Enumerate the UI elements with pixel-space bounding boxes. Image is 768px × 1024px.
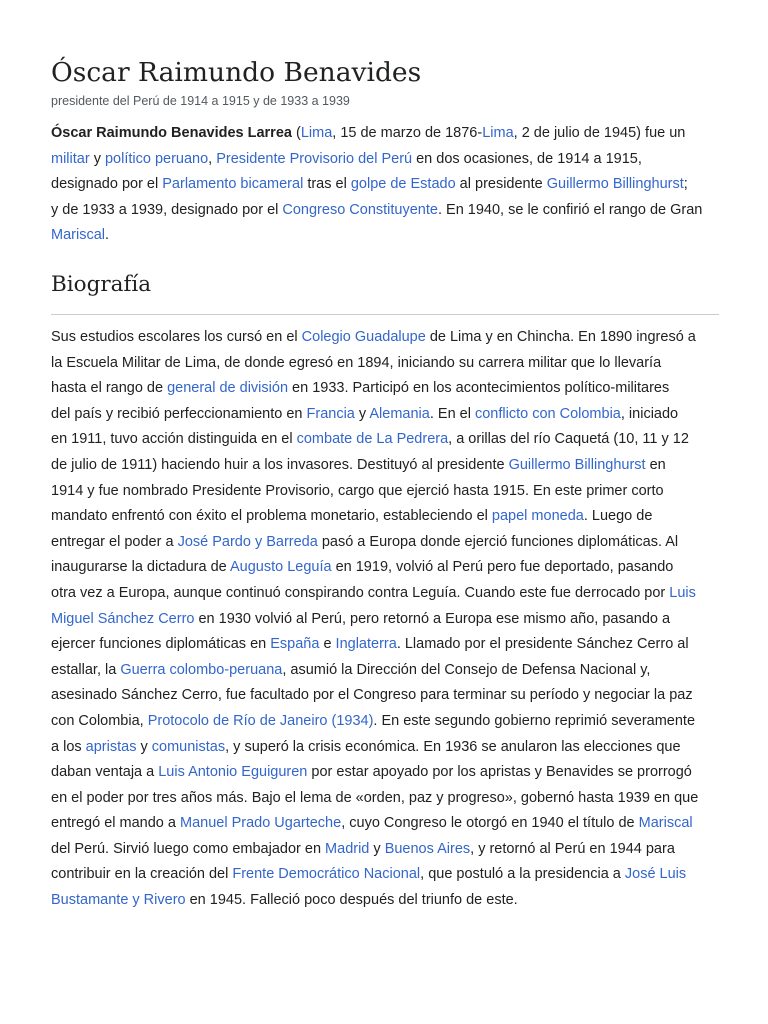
body-text: , que postuló a la presidencia a: [420, 866, 625, 883]
body-text: y: [136, 738, 152, 755]
body-text: , asumió la Dirección del Consejo de Defensa Nacional y,: [282, 661, 651, 678]
article-link[interactable]: Bustamante y Rivero: [51, 892, 186, 909]
biography-paragraph: [51, 325, 719, 914]
page-subtitle: presidente del Perú de 1914 a 1915 y de 1933 a 1939: [51, 94, 350, 108]
body-text: . En este segundo gobierno reprimió severamente: [373, 712, 696, 729]
body-text: . Luego de: [583, 508, 653, 525]
text-line: [51, 376, 719, 402]
body-text: ,: [208, 150, 217, 167]
article-link[interactable]: Parlamento bicameral: [162, 176, 304, 193]
body-text: . En el: [429, 405, 475, 422]
body-text: . En 1940, se le confirió el rango de Gran: [437, 201, 703, 218]
body-text: e: [319, 636, 336, 653]
article-link[interactable]: conflicto con Colombia: [474, 405, 621, 422]
article-link[interactable]: Frente Democrático Nacional: [232, 866, 421, 883]
text-line: [51, 121, 719, 147]
article-link[interactable]: Colegio Guadalupe: [301, 329, 426, 345]
body-text: en: [645, 456, 666, 473]
text-line: [51, 402, 719, 428]
body-text: y: [354, 405, 370, 422]
text-line: [51, 325, 719, 351]
article-link[interactable]: Guillermo Billinghurst: [508, 456, 646, 473]
article-link[interactable]: Presidente Provisorio del Perú: [216, 150, 413, 167]
body-text: en 1945. Falleció poco después del triunfo de este.: [185, 892, 518, 909]
article-link[interactable]: Mariscal: [638, 815, 693, 832]
section-heading-biografia: Biografía: [51, 272, 152, 297]
body-text: , 15 de marzo de 1876-: [332, 125, 483, 141]
body-text: del Perú. Sirvió luego como embajador en: [51, 840, 326, 857]
text-line: [51, 862, 719, 888]
text-line: [51, 683, 719, 709]
body-text: 1914 y fue nombrado Presidente Provisorio, cargo que ejerció hasta 1915. En este primer corto: [51, 482, 664, 499]
text-line: [51, 658, 719, 684]
body-text: designado por el: [51, 176, 163, 193]
article-link[interactable]: Guillermo Billinghurst: [546, 176, 684, 193]
text-line: [51, 888, 719, 914]
body-text: otra vez a Europa, aunque continuó conspirando contra Leguía. Cuando este fue derrocado por: [51, 584, 670, 601]
text-line: [51, 760, 719, 786]
body-text: en el poder por tres años más. Bajo el lema de «orden, paz y progreso», gobernó hasta 1939 en que: [51, 789, 699, 806]
body-text: entregar el poder a: [51, 533, 178, 550]
body-text: en 1933. Participó en los acontecimientos político-militares: [288, 380, 670, 397]
body-text: , y superó la crisis económica. En 1936 se anularon las elecciones que: [225, 738, 681, 755]
text-line: [51, 479, 719, 505]
text-line: [51, 198, 719, 224]
body-text: , iniciado: [620, 405, 679, 422]
article-link[interactable]: Alemania: [369, 405, 430, 422]
body-text: Sus estudios escolares los cursó en el: [51, 329, 302, 345]
section-divider: [51, 314, 719, 315]
body-text: , a orillas del río Caquetá (10, 11 y 12: [448, 431, 689, 448]
body-text: a los: [51, 738, 86, 755]
text-line: [51, 504, 719, 530]
article-link[interactable]: Inglaterra: [335, 636, 397, 653]
body-text: en dos ocasiones, de 1914 a 1915,: [412, 150, 642, 167]
bold-subject-name: Óscar Raimundo Benavides Larrea: [51, 125, 292, 141]
article-link[interactable]: general de división: [167, 380, 289, 397]
body-text: .: [104, 227, 110, 244]
body-text: asesinado Sánchez Cerro, fue facultado por el Congreso para terminar su período y negociar la paz: [51, 687, 693, 704]
article-link[interactable]: político peruano: [104, 150, 209, 167]
article-link[interactable]: papel moneda: [491, 508, 584, 525]
article-link[interactable]: Manuel Prado Ugarteche: [179, 815, 342, 832]
body-text: de Lima y en Chincha. En 1890 ingresó a: [425, 329, 696, 345]
text-line: [51, 581, 719, 607]
body-text: entregó el mando a: [51, 815, 180, 832]
body-text: y: [369, 840, 385, 857]
article-link[interactable]: Francia: [306, 405, 355, 422]
body-text: pasó a Europa donde ejerció funciones diplomáticas. Al: [317, 533, 679, 550]
article-link[interactable]: golpe de Estado: [350, 176, 456, 193]
body-text: y: [89, 150, 105, 167]
body-text: hasta el rango de: [51, 380, 168, 397]
text-line: [51, 351, 719, 377]
body-text: tras el: [303, 176, 351, 193]
text-line: [51, 607, 719, 633]
article-link[interactable]: Buenos Aires: [384, 840, 471, 857]
article-link[interactable]: Protocolo de Río de Janeiro (1934): [147, 712, 374, 729]
body-text: (: [291, 125, 301, 141]
article-link[interactable]: apristas: [85, 738, 137, 755]
text-line: [51, 555, 719, 581]
body-text: la Escuela Militar de Lima, de donde egresó en 1894, iniciando su carrera militar que lo llevaría: [51, 354, 662, 371]
body-text: estallar, la: [51, 661, 121, 678]
body-text: por estar apoyado por los apristas y Benavides se prorrogó: [307, 764, 692, 781]
text-line: [51, 453, 719, 479]
body-text: del país y recibió perfeccionamiento en: [51, 405, 307, 422]
article-link[interactable]: Augusto Leguía: [229, 559, 332, 576]
lead-paragraph: [51, 121, 719, 249]
text-line: [51, 837, 719, 863]
article-link[interactable]: España: [270, 636, 320, 653]
page-title: Óscar Raimundo Benavides: [51, 57, 422, 88]
body-text: ejercer funciones diplomáticas en: [51, 636, 271, 653]
text-line: [51, 709, 719, 735]
body-text: en 1930 volvió al Perú, pero retornó a Europa ese mismo año, pasando a: [194, 610, 671, 627]
article-link[interactable]: Guerra colombo-peruana: [120, 661, 283, 678]
body-text: con Colombia,: [51, 712, 148, 729]
text-line: [51, 223, 719, 249]
article-link[interactable]: Miguel Sánchez Cerro: [51, 610, 195, 627]
text-line: [51, 735, 719, 761]
text-line: [51, 811, 719, 837]
body-text: en 1911, tuvo acción distinguida en el: [51, 431, 297, 448]
body-text: inaugurarse la dictadura de: [51, 559, 230, 576]
article-link[interactable]: militar: [51, 150, 90, 167]
text-line: [51, 427, 719, 453]
text-line: [51, 147, 719, 173]
article-link[interactable]: Lima: [300, 125, 333, 141]
body-text: , y retornó al Perú en 1944 para: [470, 840, 675, 857]
body-text: contribuir en la creación del: [51, 866, 233, 883]
article-link[interactable]: Luis Antonio Eguiguren: [158, 764, 308, 781]
body-text: mandato enfrentó con éxito el problema monetario, estableciendo el: [51, 508, 492, 525]
body-text: y de 1933 a 1939, designado por el: [51, 201, 283, 218]
article-link[interactable]: comunistas: [151, 738, 226, 755]
body-text: , 2 de julio de 1945) fue un: [513, 125, 686, 141]
body-text: . Llamado por el presidente Sánchez Cerro al: [396, 636, 689, 653]
text-line: [51, 172, 719, 198]
article-link[interactable]: Mariscal: [51, 227, 105, 244]
body-text: al presidente: [455, 176, 547, 193]
body-text: , cuyo Congreso le otorgó en 1940 el título de: [341, 815, 639, 832]
article-link[interactable]: Congreso Constituyente: [282, 201, 438, 218]
body-text: en 1919, volvió al Perú pero fue deportado, pasando: [331, 559, 674, 576]
article-link[interactable]: José Luis: [624, 866, 687, 883]
text-line: [51, 632, 719, 658]
article-link[interactable]: Lima: [482, 125, 514, 141]
article-link[interactable]: Madrid: [325, 840, 370, 857]
text-line: [51, 530, 719, 556]
text-line: [51, 786, 719, 812]
article-link[interactable]: José Pardo y Barreda: [177, 533, 318, 550]
body-text: de julio de 1911) haciendo huir a los invasores. Destituyó al presidente: [51, 456, 509, 473]
body-text: ;: [683, 176, 688, 193]
article-link[interactable]: Luis: [669, 584, 696, 601]
article-link[interactable]: combate de La Pedrera: [296, 431, 449, 448]
body-text: daban ventaja a: [51, 764, 159, 781]
